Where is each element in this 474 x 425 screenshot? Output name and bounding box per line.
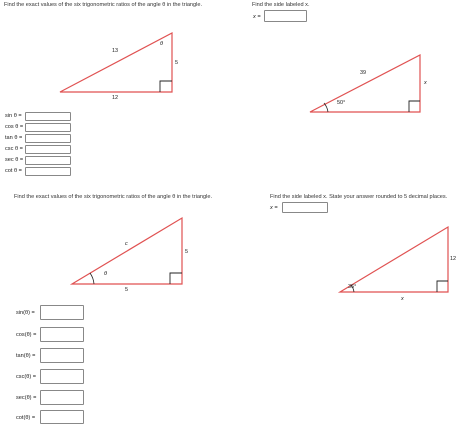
triangle-4-angle-label: 36° — [348, 284, 357, 290]
problem-2-prompt: Find the side labeled x. — [252, 2, 310, 8]
triangle-3-angle-label: θ — [104, 271, 107, 277]
triangle-3-adjacent-label: 5 — [125, 287, 129, 293]
p1-cos-label: cos θ = — [5, 124, 24, 130]
triangle-4-right-side-label: 12 — [450, 256, 457, 262]
triangle-4-bottom-side-label: x — [401, 296, 404, 302]
p3-csc-label: csc(θ) = — [16, 374, 37, 380]
p3-cos-input[interactable] — [40, 327, 84, 342]
p1-cos-input[interactable] — [25, 123, 71, 132]
p3-csc-input[interactable] — [40, 369, 84, 384]
p2-answer-input[interactable] — [264, 10, 307, 22]
p1-sin-input[interactable] — [25, 112, 71, 121]
triangle-2-side-label: x — [424, 80, 427, 86]
p3-cot-input[interactable] — [40, 410, 84, 424]
triangle-4 — [340, 227, 448, 292]
triangle-1-hypotenuse-label: 13 — [112, 48, 119, 54]
p3-cos-label: cos(θ) = — [16, 332, 37, 338]
p1-cot-input[interactable] — [25, 167, 71, 176]
problem-3-prompt: Find the exact values of the six trigonometric ratios of the angle θ in the triangle. — [14, 194, 213, 200]
p3-cot-label: cot(θ) = — [16, 415, 36, 421]
p2-answer-label: x = — [253, 14, 261, 20]
p4-answer-label: x = — [270, 205, 278, 211]
triangle-1-opposite-label: 5 — [175, 60, 179, 66]
problem-1-prompt: Find the exact values of the six trigonometric ratios of the angle θ in the triangle. — [4, 2, 203, 8]
triangle-3-opposite-label: 5 — [185, 249, 189, 255]
p4-answer-input[interactable] — [282, 202, 328, 213]
triangle-1 — [60, 33, 172, 92]
triangle-1-adjacent-label: 12 — [112, 95, 119, 101]
p1-sec-input[interactable] — [25, 156, 71, 165]
p1-tan-label: tan θ = — [5, 135, 23, 141]
p1-cot-label: cot θ = — [5, 168, 22, 174]
p3-sec-label: sec(θ) = — [16, 395, 37, 401]
p3-tan-input[interactable] — [40, 348, 84, 363]
triangle-2 — [310, 55, 420, 112]
p3-sin-input[interactable] — [40, 305, 84, 320]
triangle-1-angle-label: θ — [160, 41, 163, 47]
p1-tan-input[interactable] — [25, 134, 71, 143]
triangle-2-angle-label: 50° — [337, 100, 346, 106]
p1-sin-label: sin θ = — [5, 113, 22, 119]
p3-sin-label: sin(θ) = — [16, 310, 35, 316]
p1-csc-label: csc θ = — [5, 146, 23, 152]
triangle-2-hypotenuse-label: 39 — [360, 70, 367, 76]
p3-tan-label: tan(θ) = — [16, 353, 36, 359]
p1-csc-input[interactable] — [25, 145, 71, 154]
triangle-3 — [72, 218, 182, 284]
triangle-3-hypotenuse-label: c — [125, 241, 128, 247]
p3-sec-input[interactable] — [40, 390, 84, 405]
problem-4-prompt: Find the side labeled x. State your answer rounded to 5 decimal places. — [270, 194, 448, 200]
p1-sec-label: sec θ = — [5, 157, 24, 163]
